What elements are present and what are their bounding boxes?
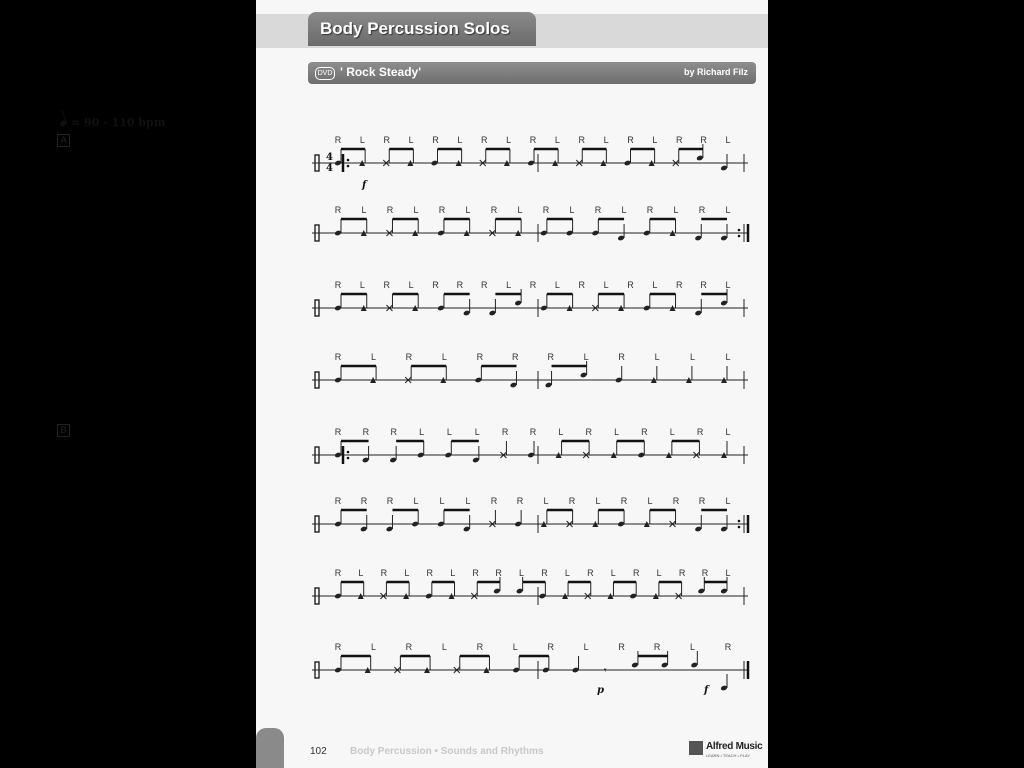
sticking-letter: R: [618, 642, 625, 652]
sticking-letter: R: [432, 280, 439, 290]
sticking-letter: R: [334, 496, 342, 506]
publisher-name: Alfred Music: [706, 741, 763, 752]
sticking-letter: L: [408, 280, 414, 290]
sticking-letter: L: [506, 280, 512, 290]
sticking-letter: L: [673, 205, 679, 215]
sticking-letter: L: [603, 135, 609, 145]
sticking-letter: R: [360, 496, 368, 506]
sticking-letter: R: [386, 205, 394, 215]
sticking-letter: L: [652, 135, 658, 145]
sticking-letter: L: [669, 427, 675, 437]
sticking-letter: L: [690, 352, 696, 362]
sticking-letter: R: [456, 280, 464, 290]
sticking-letter: R: [641, 427, 648, 437]
sticking-letter: R: [627, 135, 634, 145]
sticking-letter: L: [654, 352, 660, 362]
repeat-dot: [347, 451, 350, 454]
sticking-letter: L: [647, 496, 653, 506]
sticking-letter: L: [569, 205, 575, 215]
sticking-letter: R: [405, 642, 413, 652]
sticking-letter: L: [370, 352, 376, 362]
sticking-letter: L: [359, 280, 365, 290]
sticking-letter: L: [474, 427, 480, 437]
sticking-letter: R: [490, 496, 498, 506]
sticking-letter: R: [501, 427, 509, 437]
sticking-letter: L: [506, 135, 512, 145]
sticking-letter: L: [558, 427, 564, 437]
sticking-letter: R: [380, 568, 388, 578]
sticking-letter: L: [419, 427, 425, 437]
sticking-letter: R: [383, 135, 390, 145]
sticking-letter: R: [698, 205, 706, 215]
sticking-letter: L: [370, 642, 376, 652]
dynamic-forte: f: [362, 180, 367, 191]
sticking-letter: R: [426, 568, 434, 578]
sticking-letter: L: [725, 205, 731, 215]
sticking-letter: L: [595, 496, 601, 506]
sticking-letter: L: [543, 496, 549, 506]
sticking-letter: R: [334, 205, 342, 215]
sticking-letter: L: [517, 205, 523, 215]
sticking-letter: L: [361, 205, 367, 215]
sticking-letter: L: [564, 568, 570, 578]
sticking-letter: L: [457, 135, 463, 145]
sticking-letter: R: [390, 427, 397, 437]
sticking-letter: R: [578, 135, 585, 145]
sticking-letter: L: [413, 205, 419, 215]
sticking-letter: L: [554, 280, 560, 290]
repeat-dot: [347, 457, 350, 460]
sticking-letter: R: [724, 642, 732, 652]
sticking-letter: R: [700, 280, 707, 290]
sticking-letter: R: [620, 496, 628, 506]
sticking-letter: R: [585, 427, 592, 437]
sticking-letter: L: [519, 568, 525, 578]
sticking-letter: L: [413, 496, 419, 506]
sticking-letter: R: [568, 496, 576, 506]
dynamic-piano: p: [597, 685, 604, 696]
page-number: 102: [310, 746, 327, 757]
time-signature-top: 4: [326, 152, 333, 163]
alfred-logo-icon: [689, 741, 703, 755]
rehearsal-mark-a: A: [57, 134, 70, 147]
sticking-letter: R: [481, 280, 488, 290]
sticking-letter: R: [701, 568, 709, 578]
sticking-letter: R: [334, 568, 342, 578]
sticking-letter: R: [646, 205, 654, 215]
sticking-letter: R: [627, 280, 634, 290]
sticking-letter: R: [472, 568, 479, 578]
sticking-letter: R: [594, 205, 602, 215]
sticking-letter: L: [725, 352, 731, 362]
sticking-letter: L: [465, 496, 471, 506]
sticking-letter: R: [405, 352, 413, 362]
rehearsal-mark-b: B: [57, 424, 70, 437]
sticking-letter: R: [438, 205, 446, 215]
sticking-letter: L: [439, 496, 445, 506]
sticking-letter: R: [587, 568, 594, 578]
sticking-letter: L: [725, 280, 731, 290]
sticking-letter: L: [359, 135, 365, 145]
sticking-letter: R: [490, 205, 498, 215]
repeat-dot: [347, 165, 350, 168]
sticking-letter: R: [334, 352, 342, 362]
repeat-dot: [738, 520, 741, 523]
hand-icon: [256, 728, 284, 768]
time-signature-bottom: 4: [326, 163, 333, 174]
tempo-text: = 90 - 110 bpm: [71, 116, 166, 129]
sticking-letter: L: [610, 568, 616, 578]
sticking-letter: R: [547, 642, 554, 652]
sticking-letter: R: [481, 135, 488, 145]
sticking-letter: R: [632, 568, 640, 578]
sticking-letter: R: [476, 352, 484, 362]
sticking-letter: R: [547, 352, 554, 362]
repeat-dot: [347, 159, 350, 162]
sticking-letter: L: [725, 135, 731, 145]
repeat-dot: [738, 235, 741, 238]
sticking-letter: L: [441, 352, 447, 362]
publisher-tagline: LEARN • TEACH • PLAY: [706, 753, 750, 758]
sticking-letter: R: [334, 280, 342, 290]
sticking-letter: R: [578, 280, 585, 290]
sticking-letter: R: [516, 496, 524, 506]
sticking-letter: R: [334, 642, 342, 652]
sticking-letter: L: [554, 135, 560, 145]
sticking-letter: L: [404, 568, 410, 578]
sticking-letter: R: [476, 642, 484, 652]
sticking-letter: R: [529, 427, 537, 437]
sticking-letter: R: [383, 280, 390, 290]
sticking-letter: R: [334, 135, 342, 145]
sticking-letter: R: [676, 135, 683, 145]
sticking-letter: R: [432, 135, 439, 145]
sticking-letter: L: [725, 496, 731, 506]
sticking-letter: R: [678, 568, 686, 578]
sticking-letter: L: [603, 280, 609, 290]
sticking-letter: R: [672, 496, 680, 506]
sticking-letter: L: [358, 568, 364, 578]
sticking-letter: R: [529, 135, 537, 145]
sticking-letter: R: [542, 205, 550, 215]
page-title: Body Percussion Solos: [320, 19, 510, 38]
sticking-letter: L: [583, 642, 589, 652]
sticking-letter: L: [583, 352, 589, 362]
sticking-letter: L: [725, 427, 731, 437]
sticking-letter: L: [450, 568, 456, 578]
sticking-letter: R: [696, 427, 704, 437]
sticking-letter: L: [656, 568, 662, 578]
sticking-letter: R: [386, 496, 394, 506]
sticking-letter: R: [676, 280, 683, 290]
rest-icon: 𝄾: [603, 665, 607, 677]
dynamic-forte: f: [704, 685, 709, 696]
sticking-letter: L: [614, 427, 620, 437]
sticking-letter: L: [408, 135, 414, 145]
sticking-letter: R: [618, 352, 625, 362]
sticking-letter: L: [621, 205, 627, 215]
sticking-letter: R: [495, 568, 502, 578]
sticking-letter: L: [512, 642, 518, 652]
sticking-letter: R: [700, 135, 707, 145]
sticking-letter: L: [652, 280, 658, 290]
sticking-letter: R: [698, 496, 706, 506]
sticking-letter: L: [725, 568, 731, 578]
book-title: Body Percussion • Sounds and Rhythms: [350, 746, 544, 757]
piece-title: ' Rock Steady': [340, 65, 422, 79]
sticking-letter: L: [690, 642, 696, 652]
sticking-letter: R: [529, 280, 537, 290]
sticking-letter: L: [446, 427, 452, 437]
sticking-letter: R: [512, 352, 519, 362]
piece-author: by Richard Filz: [683, 67, 748, 77]
dvd-icon: DVD: [315, 67, 335, 80]
sticking-letter: R: [653, 642, 661, 652]
sticking-letter: L: [465, 205, 471, 215]
sticking-letter: L: [441, 642, 447, 652]
sticking-letter: R: [362, 427, 370, 437]
repeat-dot: [738, 526, 741, 529]
sticking-letter: R: [541, 568, 548, 578]
sticking-letter: R: [334, 427, 342, 437]
repeat-dot: [738, 229, 741, 232]
